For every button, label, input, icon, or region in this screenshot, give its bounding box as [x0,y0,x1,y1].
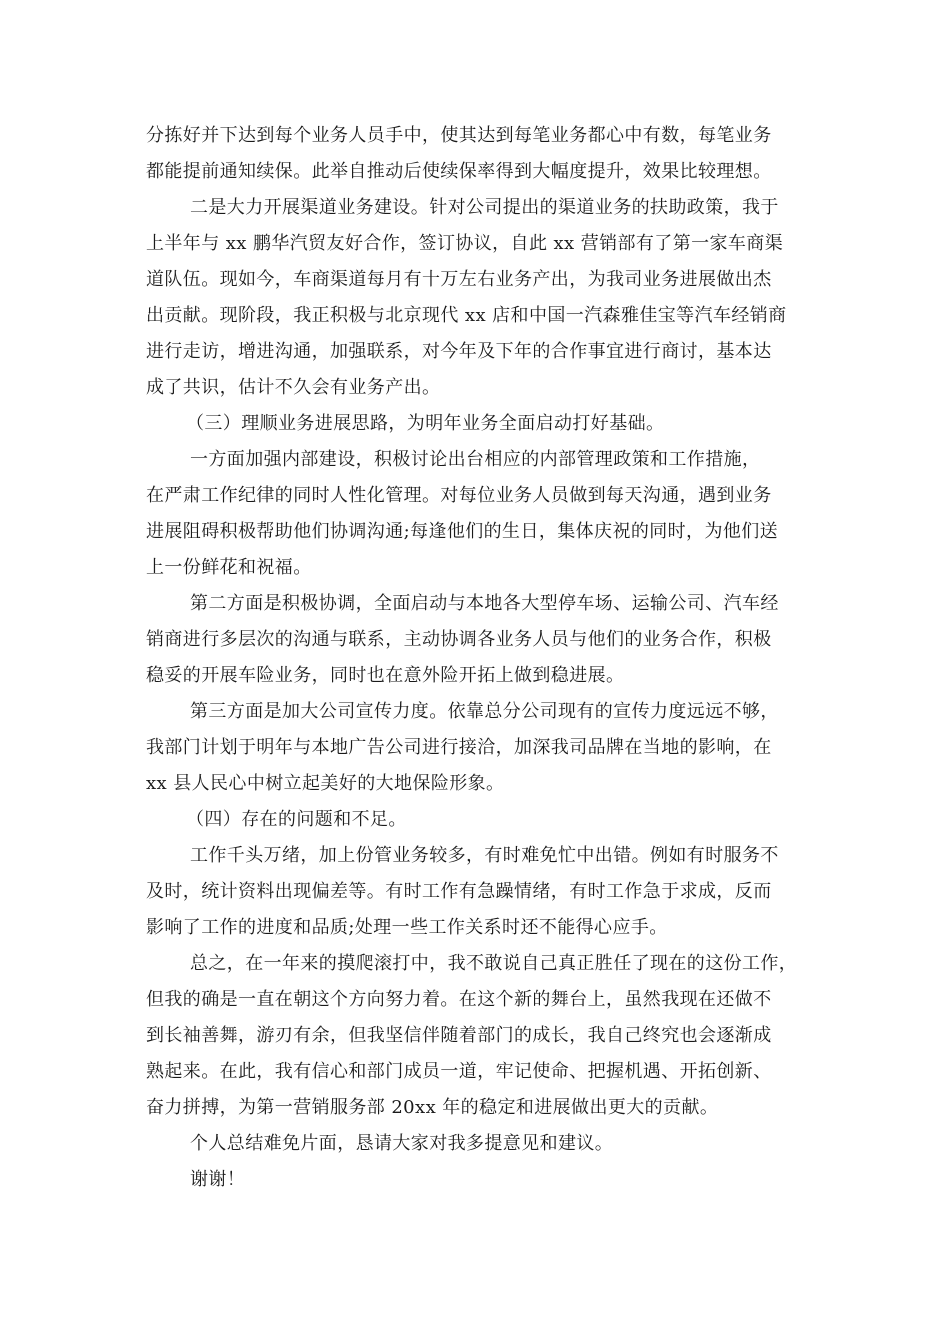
text-line: 成了共识，估计不久会有业务产出。 [146,377,441,398]
text-line: 一方面加强内部建设，积极讨论出台相应的内部管理政策和工作措施， [190,449,761,470]
text-line: 奋力拼搏，为第一营销服务部 20xx 年的稳定和进展做出更大的贡献。 [146,1097,719,1118]
text-line: 进行走访，增进沟通，加强联系，对今年及下年的合作事宜进行商讨，基本达 [146,341,772,362]
text-line: 熟起来。在此，我有信心和部门成员一道，牢记使命、把握机遇、开拓创新、 [146,1061,772,1082]
text-line: 都能提前通知续保。此举自推动后使续保率得到大幅度提升，效果比较理想。 [146,161,772,182]
text-line: 分拣好并下达到每个业务人员手中，使其达到每笔业务都心中有数，每笔业务 [146,125,772,146]
text-line: 进展阻碍积极帮助他们协调沟通;每逢他们的生日，集体庆祝的同时，为他们送 [146,521,779,542]
text-line: 上半年与 xx 鹏华汽贸友好合作，签订协议，自此 xx 营销部有了第一家车商渠 [146,233,784,254]
text-line: 出贡献。现阶段，我正积极与北京现代 xx 店和中国一汽森雅佳宝等汽车经销商 [146,305,787,326]
text-line: 及时，统计资料出现偏差等。有时工作有急躁情绪，有时工作急于求成，反而 [146,881,772,902]
text-line: 影响了工作的进度和品质;处理一些工作关系时还不能得心应手。 [146,917,668,938]
section-heading: （四）存在的问题和不足。 [186,809,407,830]
text-line: 个人总结难免片面，恳请大家对我多提意见和建议。 [190,1133,614,1154]
text-line: 道队伍。现如今，车商渠道每月有十万左右业务产出，为我司业务进展做出杰 [146,269,772,290]
text-line: xx 县人民心中树立起美好的大地保险形象。 [146,773,505,794]
text-line: 二是大力开展渠道业务建设。针对公司提出的渠道业务的扶助政策，我于 [190,197,779,218]
text-line: 但我的确是一直在朝这个方向努力着。在这个新的舞台上，虽然我现在还做不 [146,989,772,1010]
text-line: 我部门计划于明年与本地广告公司进行接洽，加深我司品牌在当地的影响，在 [146,737,772,758]
text-line: 销商进行多层次的沟通与联系，主动协调各业务人员与他们的业务合作，积极 [146,629,772,650]
text-line: 总之，在一年来的摸爬滚打中，我不敢说自己真正胜任了现在的这份工作， [190,953,798,974]
text-line: 到长袖善舞，游刃有余，但我坚信伴随着部门的成长，我自己终究也会逐渐成 [146,1025,772,1046]
text-line: 工作千头万绪，加上份管业务较多，有时难免忙中出错。例如有时服务不 [190,845,779,866]
document-body [146,118,826,1198]
section-heading: （三）理顺业务进展思路，为明年业务全面启动打好基础。 [186,413,665,434]
text-line: 稳妥的开展车险业务，同时也在意外险开拓上做到稳进展。 [146,665,625,686]
text-line: 在严肃工作纪律的同时人性化管理。对每位业务人员做到每天沟通，遇到业务 [146,485,772,506]
text-line: 第二方面是积极协调，全面启动与本地各大型停车场、运输公司、汽车经 [190,593,779,614]
closing-line: 谢谢！ [190,1169,246,1190]
text-line: 第三方面是加大公司宣传力度。依靠总分公司现有的宣传力度远远不够， [190,701,779,722]
text-line: 上一份鲜花和祝福。 [146,557,312,578]
